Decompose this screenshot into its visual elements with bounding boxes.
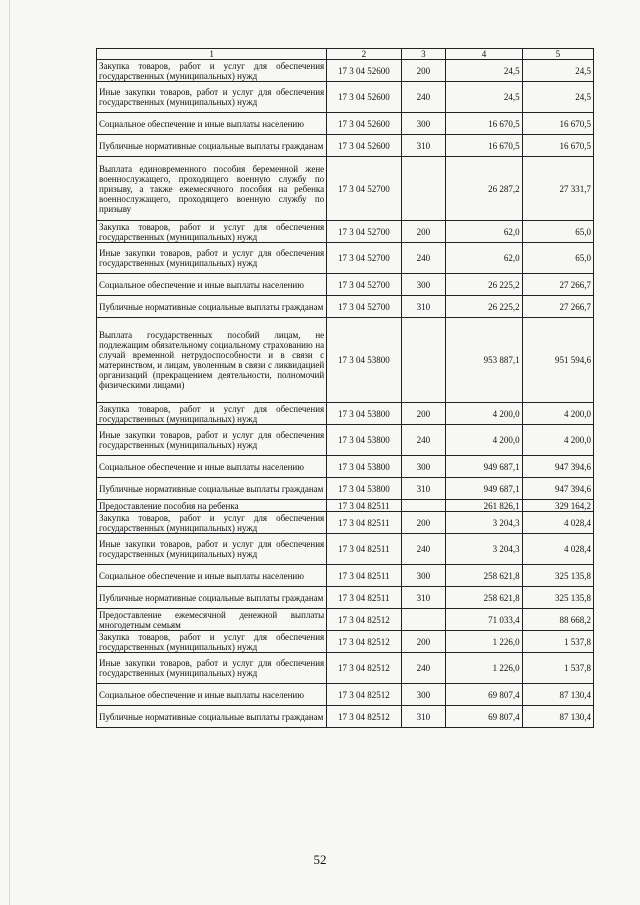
table-row bbox=[97, 534, 594, 565]
row-name-cell: Предоставление ежемесячной денежной выплаты многодетным семьям bbox=[97, 609, 327, 631]
table-row bbox=[97, 684, 594, 706]
row-name-cell: Иные закупки товаров, работ и услуг для обеспечения государственных (муниципальных) нужд bbox=[97, 82, 327, 113]
row-code-cell: 17 3 04 82511 bbox=[327, 534, 401, 565]
row-value-year1-cell: 24,5 bbox=[446, 60, 522, 82]
row-type-cell: 200 bbox=[401, 60, 446, 82]
header-row bbox=[97, 49, 594, 60]
row-value-year2-cell: 65,0 bbox=[522, 243, 593, 274]
header-cell: 2 bbox=[327, 49, 401, 60]
row-value-year1-cell: 16 670,5 bbox=[446, 135, 522, 157]
row-value-year1-cell: 3 204,3 bbox=[446, 534, 522, 565]
row-type-cell: 310 bbox=[401, 135, 446, 157]
row-value-year2-cell: 24,5 bbox=[522, 60, 593, 82]
row-type-cell: 300 bbox=[401, 684, 446, 706]
row-value-year2-cell: 27 331,7 bbox=[522, 157, 593, 221]
row-code-cell: 17 3 04 52700 bbox=[327, 296, 401, 318]
row-name-cell: Предоставление пособия на ребенка bbox=[97, 500, 327, 512]
table-row bbox=[97, 318, 594, 403]
row-value-year1-cell: 258 621,8 bbox=[446, 587, 522, 609]
row-name-cell: Публичные нормативные социальные выплаты гражданам bbox=[97, 478, 327, 500]
table-row bbox=[97, 221, 594, 243]
row-code-cell: 17 3 04 82511 bbox=[327, 587, 401, 609]
row-value-year2-cell: 16 670,5 bbox=[522, 113, 593, 135]
row-type-cell: 310 bbox=[401, 587, 446, 609]
row-code-cell: 17 3 04 53800 bbox=[327, 456, 401, 478]
row-code-cell: 17 3 04 82512 bbox=[327, 684, 401, 706]
table-row bbox=[97, 478, 594, 500]
table-row bbox=[97, 565, 594, 587]
table-row bbox=[97, 609, 594, 631]
table-row bbox=[97, 296, 594, 318]
row-type-cell bbox=[401, 318, 446, 403]
row-value-year1-cell: 261 826,1 bbox=[446, 500, 522, 512]
row-code-cell: 17 3 04 82512 bbox=[327, 631, 401, 653]
row-type-cell: 200 bbox=[401, 403, 446, 425]
row-type-cell: 200 bbox=[401, 512, 446, 534]
table-body bbox=[97, 60, 594, 728]
row-name-cell: Публичные нормативные социальные выплаты гражданам bbox=[97, 296, 327, 318]
row-value-year1-cell: 949 687,1 bbox=[446, 456, 522, 478]
budget-table bbox=[96, 48, 594, 728]
row-value-year1-cell: 71 033,4 bbox=[446, 609, 522, 631]
row-code-cell: 17 3 04 52700 bbox=[327, 274, 401, 296]
row-value-year1-cell: 26 225,2 bbox=[446, 296, 522, 318]
row-value-year2-cell: 87 130,4 bbox=[522, 684, 593, 706]
row-value-year1-cell: 1 226,0 bbox=[446, 631, 522, 653]
row-value-year2-cell: 4 028,4 bbox=[522, 534, 593, 565]
row-value-year1-cell: 69 807,4 bbox=[446, 684, 522, 706]
row-code-cell: 17 3 04 52600 bbox=[327, 60, 401, 82]
row-type-cell bbox=[401, 500, 446, 512]
row-name-cell: Закупка товаров, работ и услуг для обеспечения государственных (муниципальных) нужд bbox=[97, 631, 327, 653]
row-value-year2-cell: 947 394,6 bbox=[522, 456, 593, 478]
row-value-year2-cell: 4 200,0 bbox=[522, 425, 593, 456]
row-value-year1-cell: 24,5 bbox=[446, 82, 522, 113]
row-value-year2-cell: 1 537,8 bbox=[522, 631, 593, 653]
table-row bbox=[97, 243, 594, 274]
row-name-cell: Публичные нормативные социальные выплаты гражданам bbox=[97, 587, 327, 609]
row-value-year2-cell: 329 164,2 bbox=[522, 500, 593, 512]
table-row bbox=[97, 60, 594, 82]
row-type-cell: 240 bbox=[401, 653, 446, 684]
table-row bbox=[97, 274, 594, 296]
row-type-cell: 300 bbox=[401, 456, 446, 478]
row-type-cell: 200 bbox=[401, 221, 446, 243]
row-type-cell bbox=[401, 157, 446, 221]
row-code-cell: 17 3 04 53800 bbox=[327, 478, 401, 500]
header-cell: 1 bbox=[97, 49, 327, 60]
row-value-year1-cell: 69 807,4 bbox=[446, 706, 522, 728]
row-type-cell bbox=[401, 609, 446, 631]
row-code-cell: 17 3 04 52600 bbox=[327, 82, 401, 113]
row-value-year1-cell: 62,0 bbox=[446, 221, 522, 243]
table-row bbox=[97, 653, 594, 684]
table-row bbox=[97, 587, 594, 609]
row-value-year2-cell: 325 135,8 bbox=[522, 587, 593, 609]
row-code-cell: 17 3 04 82512 bbox=[327, 706, 401, 728]
row-name-cell: Иные закупки товаров, работ и услуг для обеспечения государственных (муниципальных) нужд bbox=[97, 425, 327, 456]
table-row bbox=[97, 456, 594, 478]
row-code-cell: 17 3 04 53800 bbox=[327, 318, 401, 403]
row-name-cell: Выплата единовременного пособия беременной жене военнослужащего, проходящего военную службу по призыву, а также ежемесячного пособия на ребенка военнослужащего, проходящего военную службу по призыву bbox=[97, 157, 327, 221]
table-row bbox=[97, 135, 594, 157]
row-name-cell: Социальное обеспечение и иные выплаты населению bbox=[97, 565, 327, 587]
row-code-cell: 17 3 04 82511 bbox=[327, 500, 401, 512]
table-row bbox=[97, 512, 594, 534]
row-code-cell: 17 3 04 82512 bbox=[327, 653, 401, 684]
row-name-cell: Выплата государственных пособий лицам, не подлежащим обязательному социальному страхованию на случай временной нетрудоспособности и в связи с материнством, и лицам, уволенным в связи с ликвидацией организаций (прекращением деятельности, полномочий физическими лицами) bbox=[97, 318, 327, 403]
row-value-year1-cell: 949 687,1 bbox=[446, 478, 522, 500]
row-code-cell: 17 3 04 52600 bbox=[327, 113, 401, 135]
row-type-cell: 300 bbox=[401, 565, 446, 587]
row-value-year1-cell: 1 226,0 bbox=[446, 653, 522, 684]
table-row bbox=[97, 500, 594, 512]
row-code-cell: 17 3 04 82511 bbox=[327, 565, 401, 587]
table-row bbox=[97, 113, 594, 135]
row-name-cell: Закупка товаров, работ и услуг для обеспечения государственных (муниципальных) нужд bbox=[97, 60, 327, 82]
row-value-year2-cell: 4 200,0 bbox=[522, 403, 593, 425]
table-row bbox=[97, 631, 594, 653]
row-value-year1-cell: 26 287,2 bbox=[446, 157, 522, 221]
row-name-cell: Социальное обеспечение и иные выплаты населению bbox=[97, 274, 327, 296]
row-code-cell: 17 3 04 52700 bbox=[327, 157, 401, 221]
row-name-cell: Иные закупки товаров, работ и услуг для обеспечения государственных (муниципальных) нужд bbox=[97, 653, 327, 684]
row-value-year2-cell: 27 266,7 bbox=[522, 296, 593, 318]
row-value-year2-cell: 951 594,6 bbox=[522, 318, 593, 403]
row-name-cell: Иные закупки товаров, работ и услуг для обеспечения государственных (муниципальных) нужд bbox=[97, 243, 327, 274]
row-code-cell: 17 3 04 82511 bbox=[327, 512, 401, 534]
table-row bbox=[97, 157, 594, 221]
row-type-cell: 310 bbox=[401, 296, 446, 318]
row-value-year2-cell: 88 668,2 bbox=[522, 609, 593, 631]
row-type-cell: 310 bbox=[401, 478, 446, 500]
row-value-year1-cell: 258 621,8 bbox=[446, 565, 522, 587]
row-code-cell: 17 3 04 52700 bbox=[327, 221, 401, 243]
row-name-cell: Социальное обеспечение и иные выплаты населению bbox=[97, 684, 327, 706]
row-type-cell: 240 bbox=[401, 82, 446, 113]
header-cell: 5 bbox=[522, 49, 593, 60]
row-type-cell: 300 bbox=[401, 113, 446, 135]
row-code-cell: 17 3 04 53800 bbox=[327, 403, 401, 425]
row-name-cell: Социальное обеспечение и иные выплаты населению bbox=[97, 456, 327, 478]
row-type-cell: 240 bbox=[401, 243, 446, 274]
row-value-year2-cell: 4 028,4 bbox=[522, 512, 593, 534]
row-value-year2-cell: 27 266,7 bbox=[522, 274, 593, 296]
page-edge-line bbox=[9, 0, 10, 905]
row-value-year1-cell: 953 887,1 bbox=[446, 318, 522, 403]
table-row bbox=[97, 425, 594, 456]
row-type-cell: 240 bbox=[401, 534, 446, 565]
row-code-cell: 17 3 04 52600 bbox=[327, 135, 401, 157]
page-number: 52 bbox=[313, 852, 327, 867]
row-value-year2-cell: 65,0 bbox=[522, 221, 593, 243]
row-code-cell: 17 3 04 53800 bbox=[327, 425, 401, 456]
row-code-cell: 17 3 04 52700 bbox=[327, 243, 401, 274]
row-value-year1-cell: 3 204,3 bbox=[446, 512, 522, 534]
row-value-year2-cell: 16 670,5 bbox=[522, 135, 593, 157]
row-value-year2-cell: 87 130,4 bbox=[522, 706, 593, 728]
row-value-year2-cell: 325 135,8 bbox=[522, 565, 593, 587]
row-type-cell: 310 bbox=[401, 706, 446, 728]
row-name-cell: Публичные нормативные социальные выплаты гражданам bbox=[97, 135, 327, 157]
row-value-year1-cell: 4 200,0 bbox=[446, 403, 522, 425]
row-name-cell: Закупка товаров, работ и услуг для обеспечения государственных (муниципальных) нужд bbox=[97, 403, 327, 425]
row-name-cell: Закупка товаров, работ и услуг для обеспечения государственных (муниципальных) нужд bbox=[97, 221, 327, 243]
table-row bbox=[97, 706, 594, 728]
row-value-year1-cell: 4 200,0 bbox=[446, 425, 522, 456]
row-value-year2-cell: 1 537,8 bbox=[522, 653, 593, 684]
row-value-year2-cell: 24,5 bbox=[522, 82, 593, 113]
row-type-cell: 200 bbox=[401, 631, 446, 653]
header-cell: 4 bbox=[446, 49, 522, 60]
row-name-cell: Закупка товаров, работ и услуг для обеспечения государственных (муниципальных) нужд bbox=[97, 512, 327, 534]
row-value-year2-cell: 947 394,6 bbox=[522, 478, 593, 500]
row-value-year1-cell: 62,0 bbox=[446, 243, 522, 274]
header-cell: 3 bbox=[401, 49, 446, 60]
row-code-cell: 17 3 04 82512 bbox=[327, 609, 401, 631]
table-row bbox=[97, 82, 594, 113]
row-name-cell: Социальное обеспечение и иные выплаты населению bbox=[97, 113, 327, 135]
row-type-cell: 240 bbox=[401, 425, 446, 456]
row-value-year1-cell: 26 225,2 bbox=[446, 274, 522, 296]
row-value-year1-cell: 16 670,5 bbox=[446, 113, 522, 135]
row-name-cell: Иные закупки товаров, работ и услуг для обеспечения государственных (муниципальных) нужд bbox=[97, 534, 327, 565]
table-row bbox=[97, 403, 594, 425]
row-name-cell: Публичные нормативные социальные выплаты гражданам bbox=[97, 706, 327, 728]
row-type-cell: 300 bbox=[401, 274, 446, 296]
